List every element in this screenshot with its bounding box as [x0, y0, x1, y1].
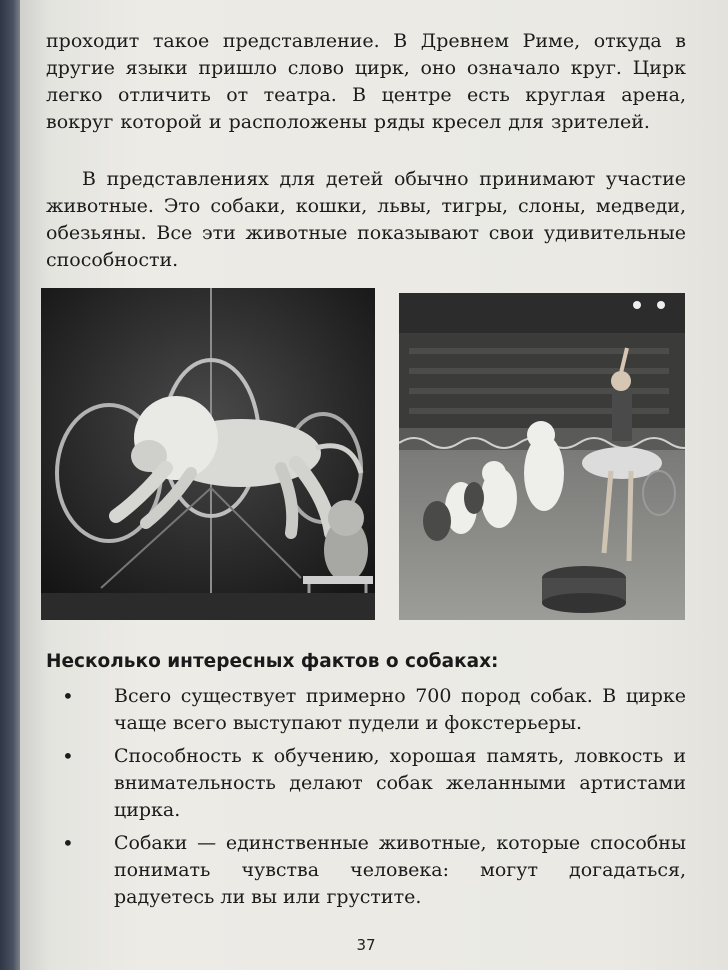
fact-text: Всего существует примерно 700 пород собак. В цирке чаще всего выступают пудели и фокстерьеры. [114, 685, 686, 734]
paragraph-circus-rome: проходит такое представление. В Древнем Риме, откуда в другие языки пришло слово цирк, оно означало круг. Цирк легко отличить от театра. В центре есть круглая арена, вокруг которой и расположены ряды кресел для зрителей. [46, 30, 686, 133]
fact-item [46, 743, 686, 824]
paragraph-circus-animals: В представлениях для детей обычно принимают участие животные. Это собаки, кошки, львы, тигры, слоны, медведи, обезьяны. Все эти животные показывают свои удивительные способности. [46, 168, 686, 271]
page-number: 37 [356, 936, 376, 954]
fact-text: Способность к обучению, хорошая память, ловкость и внимательность делают собак желанными артистами цирка. [114, 745, 686, 821]
bullet-icon: • [62, 684, 74, 708]
previous-page-edge [0, 0, 22, 970]
facts-heading: Несколько интересных фактов о собаках: [46, 651, 499, 672]
fact-item [46, 830, 686, 911]
poodles-photo [399, 293, 685, 620]
fact-item [46, 683, 686, 737]
lion-photo [41, 288, 375, 620]
bullet-icon: • [62, 831, 74, 855]
fact-text: Собаки — единственные животные, которые способны понимать чувства человека: могут догадаться, радуетесь ли вы или грустите. [114, 832, 686, 908]
lion-illustration [41, 288, 375, 620]
facts-list [46, 683, 686, 917]
bullet-icon: • [62, 744, 74, 768]
poodles-illustration [399, 293, 685, 620]
